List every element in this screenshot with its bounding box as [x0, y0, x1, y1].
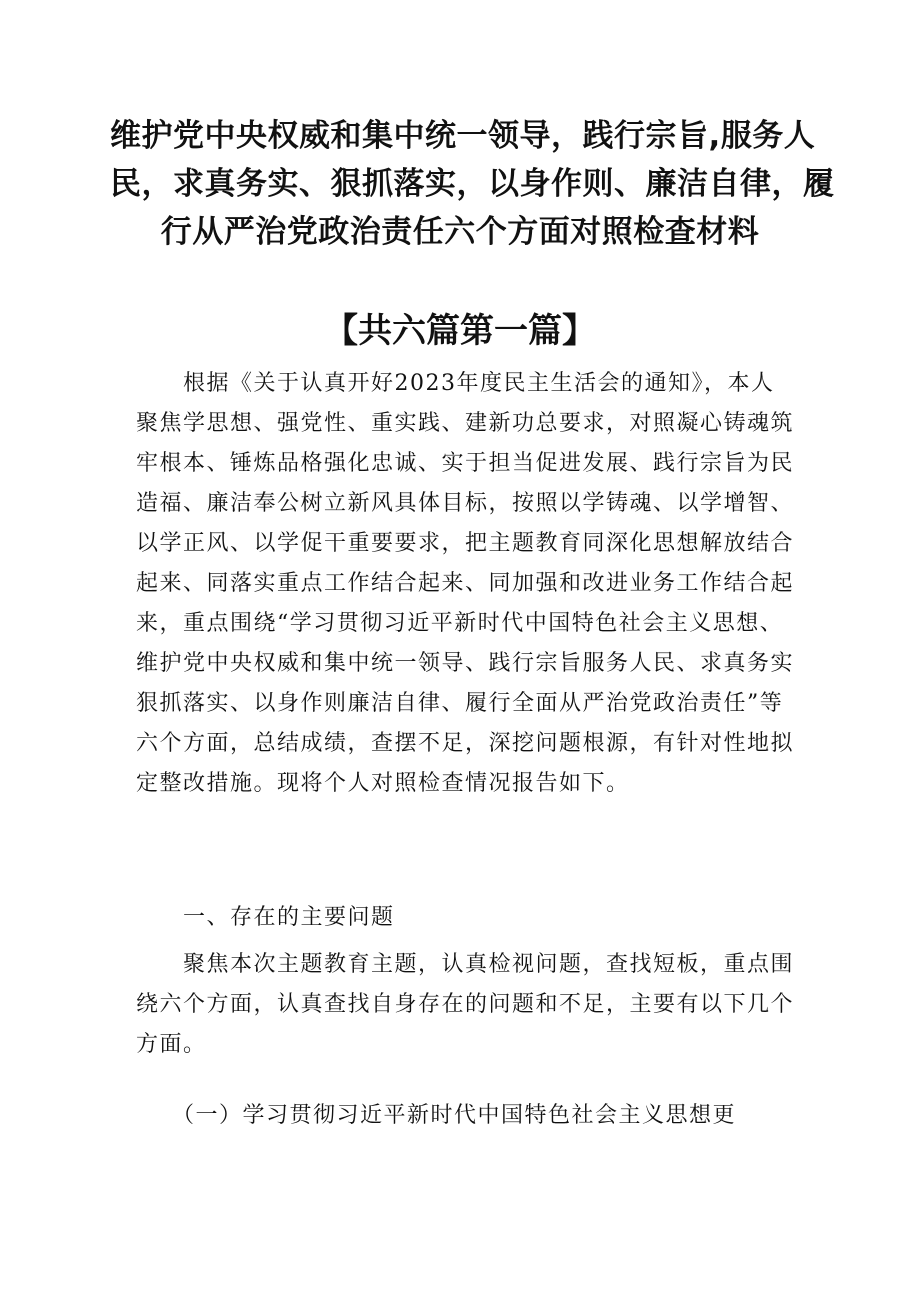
intro-line: 六个方面，总结成绩，查摆不足，深挖问题根源，有针对性地拟	[136, 731, 795, 756]
intro-line: 起来、同落实重点工作结合起来、同加强和改进业务工作结合起	[136, 571, 795, 596]
intro-line: 来，重点围绕“学习贯彻习近平新时代中国特色社会主义思想、	[136, 611, 784, 636]
intro-line: 根据《关于认真开好2023年度民主生活会的通知》，本人	[136, 371, 775, 396]
intro-line: 维护党中央权威和集中统一领导、践行宗旨服务人民、求真务实	[136, 651, 795, 676]
subsection-heading-text: （一）学习贯彻习近平新时代中国特色社会主义思想更	[136, 1103, 737, 1128]
intro-line: 造福、廉洁奉公树立新风具体目标，按照以学铸魂、以学增智、	[136, 491, 795, 516]
section-line: 方面。	[136, 1032, 207, 1057]
intro-paragraph	[136, 364, 795, 804]
subsection-heading	[136, 1096, 792, 1136]
section-paragraph	[136, 945, 795, 1065]
intro-line: 以学正风、以学促干重要要求，把主题教育同深化思想解放结合	[136, 531, 795, 556]
intro-line: 狠抓落实、以身作则廉洁自律、履行全面从严治党政治责任”等	[136, 691, 784, 716]
intro-line: 牢根本、锤炼品格强化忠诚、实于担当促进发展、践行宗旨为民	[136, 451, 795, 476]
section-line: 绕六个方面，认真查找自身存在的问题和不足，主要有以下几个	[136, 992, 795, 1017]
intro-line: 定整改措施。现将个人对照检查情况报告如下。	[136, 771, 630, 796]
title-line-1: 维护党中央权威和集中统一领导，践行宗旨,服务人	[110, 118, 816, 154]
section-heading-text: 一、存在的主要问题	[136, 905, 395, 930]
document-title	[110, 112, 835, 256]
document-subtitle: 【共六篇第一篇】	[324, 311, 596, 351]
intro-line: 聚焦学思想、强党性、重实践、建新功总要求，对照凝心铸魂筑	[136, 411, 795, 436]
title-line-2: 民，求真务实、狠抓落实，以身作则、廉洁自律，履	[110, 166, 835, 202]
section-heading	[136, 898, 792, 938]
title-line-3: 行从严治党政治责任六个方面对照检查材料	[160, 214, 760, 250]
section-line: 聚焦本次主题教育主题，认真检视问题，查找短板，重点围	[136, 952, 795, 977]
